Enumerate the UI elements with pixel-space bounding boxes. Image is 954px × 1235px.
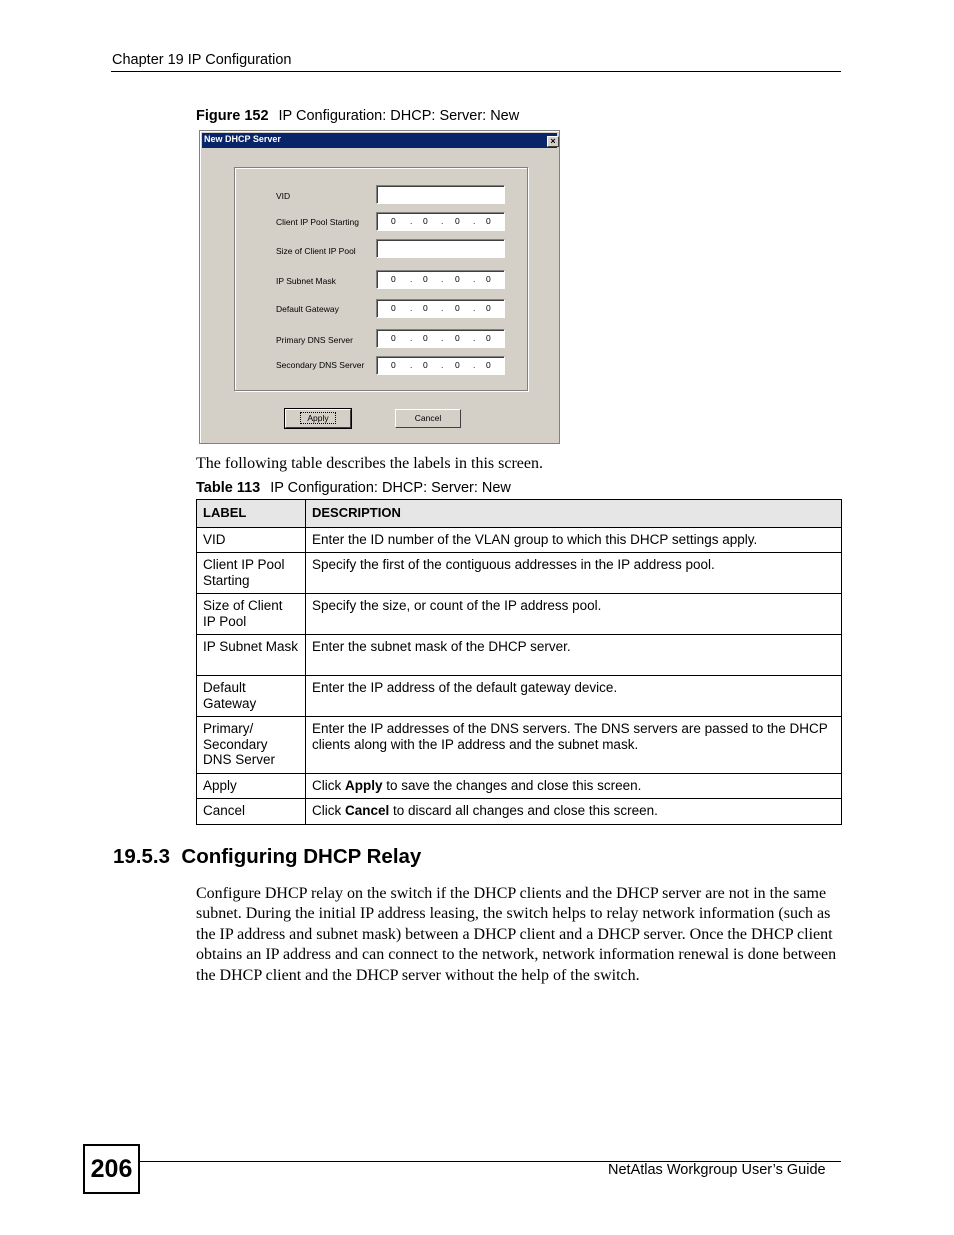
ip-octet: 0 (455, 360, 460, 370)
ip-octet: 0 (486, 216, 491, 226)
secondary-dns-server-label: Secondary DNS Server (276, 360, 365, 370)
vid-label: VID (276, 191, 291, 201)
section-paragraph: Configure DHCP relay on the switch if the DHCP clients and the DHCP server are not in the same subnet. During the initial IP address leasing, the switch helps to relay network information (such as the IP address and subnet mask) between a DHCP client and a DHCP server. Once the DHCP client obtains an IP address and can connect to the network, network information renewal is done between the DHCP client and the DHCP server without the help of the switch. (196, 885, 837, 984)
intro-text: The following table describes the labels in this screen. (196, 455, 544, 472)
row-label: Size of Client IP Pool (197, 594, 306, 635)
dialog-titlebar[interactable] (202, 133, 557, 148)
table-row (197, 527, 842, 553)
ip-octet: 0 (391, 303, 396, 313)
ip-subnet-mask-input[interactable]: 0 . 0 . 0 . 0 (376, 270, 505, 289)
size-of-client-ip-pool-label: Size of Client IP Pool (276, 246, 356, 256)
client-ip-pool-starting-label: Client IP Pool Starting (276, 217, 359, 227)
default-gateway-label: Default Gateway (276, 304, 339, 314)
apply-button[interactable] (285, 409, 351, 428)
section-heading: 19.5.3 Configuring DHCP Relay (113, 845, 422, 868)
label-description-table (196, 499, 842, 825)
ip-octet: 0 (486, 360, 491, 370)
row-description: Enter the subnet mask of the DHCP server. (306, 635, 842, 676)
table-header-row (197, 500, 842, 528)
row-label: Apply (197, 773, 306, 799)
primary-dns-server-label: Primary DNS Server (276, 335, 353, 345)
table-row (197, 676, 842, 717)
dialog-title: New DHCP Server (204, 134, 281, 144)
table-row (197, 553, 842, 594)
row-description: Enter the IP addresses of the DNS servers. The DNS servers are passed to the DHCP clients along with the IP address and the subnet mask. (306, 717, 842, 774)
table-row (197, 799, 842, 825)
table-caption (196, 480, 511, 496)
ip-octet: 0 (455, 216, 460, 226)
apply-button-label: Apply (300, 412, 335, 424)
row-label: IP Subnet Mask (197, 635, 306, 676)
header-divider (111, 71, 841, 72)
description-column-header: DESCRIPTION (306, 500, 842, 528)
table-row (197, 717, 842, 774)
cancel-button[interactable]: Cancel (395, 409, 461, 428)
default-gateway-input[interactable]: 0 . 0 . 0 . 0 (376, 299, 505, 318)
ip-octet: 0 (423, 360, 428, 370)
ip-octet: 0 (423, 216, 428, 226)
primary-dns-server-input[interactable]: 0 . 0 . 0 . 0 (376, 329, 505, 348)
ip-octet: 0 (423, 333, 428, 343)
new-dhcp-server-dialog (199, 130, 560, 444)
row-label: Default Gateway (197, 676, 306, 717)
row-description: Specify the first of the contiguous addresses in the IP address pool. (306, 553, 842, 594)
size-of-client-ip-pool-input[interactable] (376, 239, 505, 258)
ip-octet: 0 (455, 274, 460, 284)
figure-caption-text: IP Configuration: DHCP: Server: New (278, 108, 520, 124)
row-description: Click Apply to save the changes and close this screen. (306, 773, 842, 799)
chapter-title: Chapter 19 IP Configuration (112, 52, 292, 68)
ip-octet: 0 (486, 274, 491, 284)
ip-octet: 0 (391, 333, 396, 343)
secondary-dns-server-input[interactable]: 0 . 0 . 0 . 0 (376, 356, 505, 375)
row-description: Specify the size, or count of the IP address pool. (306, 594, 842, 635)
table-row (197, 594, 842, 635)
figure-label: Figure 152 (196, 108, 269, 124)
row-description: Enter the IP address of the default gateway device. (306, 676, 842, 717)
row-label: Primary/ Secondary DNS Server (197, 717, 306, 774)
table-caption-text: IP Configuration: DHCP: Server: New (270, 480, 511, 496)
page-number: 206 (83, 1144, 140, 1194)
row-label: VID (197, 527, 306, 553)
row-label: Client IP Pool Starting (197, 553, 306, 594)
ip-octet: 0 (391, 216, 396, 226)
ip-octet: 0 (486, 303, 491, 313)
ip-octet: 0 (455, 333, 460, 343)
ip-octet: 0 (391, 274, 396, 284)
ip-octet: 0 (391, 360, 396, 370)
table-row (197, 773, 842, 799)
guide-name: NetAtlas Workgroup User’s Guide (608, 1162, 826, 1178)
table-label: Table 113 (196, 480, 261, 496)
table-row (197, 635, 842, 676)
label-column-header: LABEL (197, 500, 306, 528)
row-description: Click Cancel to discard all changes and close this screen. (306, 799, 842, 825)
ip-octet: 0 (423, 274, 428, 284)
ip-octet: 0 (486, 333, 491, 343)
row-label: Cancel (197, 799, 306, 825)
figure-caption (196, 108, 519, 124)
ip-octet: 0 (455, 303, 460, 313)
ip-octet: 0 (423, 303, 428, 313)
close-icon[interactable]: × (547, 136, 559, 147)
vid-input[interactable] (376, 185, 505, 204)
row-description: Enter the ID number of the VLAN group to which this DHCP settings apply. (306, 527, 842, 553)
client-ip-pool-starting-input[interactable]: 0 . 0 . 0 . 0 (376, 212, 505, 231)
ip-subnet-mask-label: IP Subnet Mask (276, 276, 336, 286)
